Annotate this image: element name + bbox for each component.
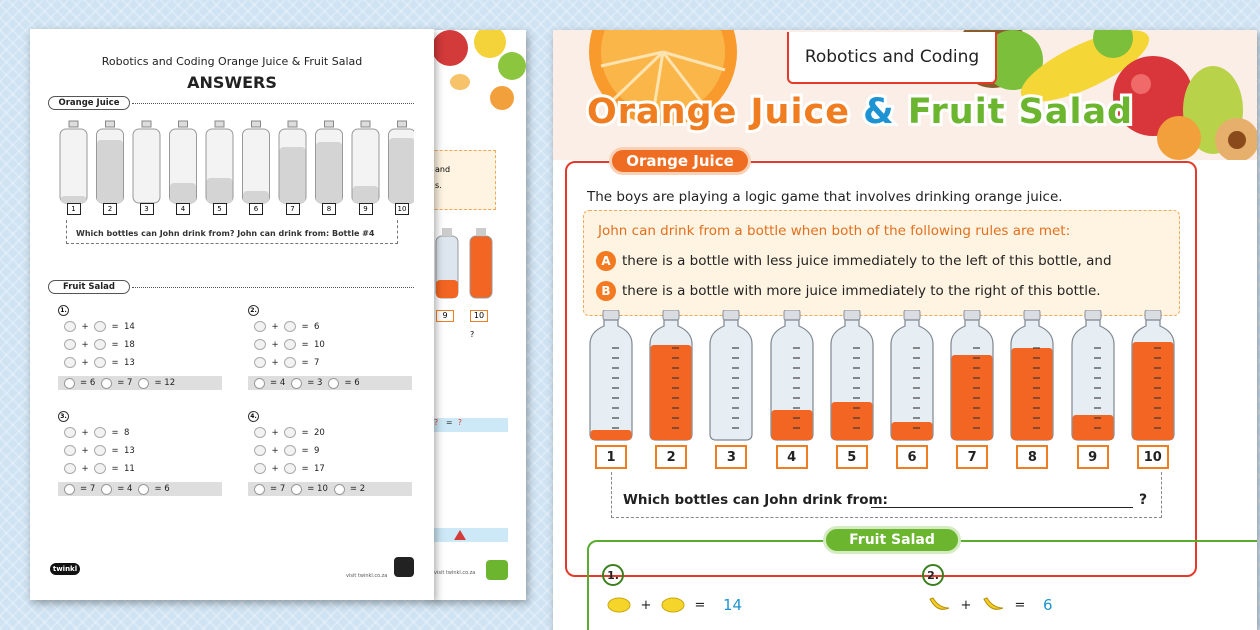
twinkl-logo: twinkl	[50, 563, 80, 575]
fruit-icon	[64, 378, 75, 389]
worksheet-title	[587, 92, 1133, 132]
answer-question-text: Which bottles can John drink from? John can drink from: Bottle #4	[76, 229, 375, 238]
rule-b	[596, 281, 1101, 301]
fruit-icon	[94, 357, 106, 368]
bottle-row	[586, 310, 1186, 470]
bottle-7-number: 7	[956, 445, 988, 469]
fruit-icon	[138, 484, 149, 495]
answer-bottle-label-5: 5	[213, 203, 227, 215]
fruit-icon	[64, 484, 75, 495]
answer-bottle-label-3: 3	[140, 203, 154, 215]
rule-a-badge: A	[596, 251, 616, 271]
bottle-8-graphic	[1007, 310, 1057, 442]
bottle-4-graphic	[767, 310, 817, 442]
answer-bottle-8	[316, 121, 343, 203]
intro-text: The boys are playing a logic game that involves drinking orange juice.	[587, 189, 1063, 205]
juice-level	[892, 422, 933, 440]
fruit-icon	[334, 484, 345, 495]
answer-puzzle-1-row: + = 18	[64, 339, 135, 350]
fruit-icon	[94, 445, 106, 456]
answer-sheet	[30, 29, 434, 600]
rules-box	[583, 210, 1180, 316]
fruit-salad-label: Fruit Salad	[48, 280, 130, 294]
answer-puzzle-4-row: + = 9	[254, 445, 319, 456]
bottle-10-graphic	[1128, 310, 1178, 442]
answer-bottle-4	[170, 121, 197, 203]
bottle-10-number: 10	[1137, 445, 1169, 469]
answer-puzzle-1-answers: = 6 = 7 = 12	[58, 376, 222, 390]
lemon-icon	[607, 596, 631, 614]
answer-puzzle-1-row: + = 14	[64, 321, 135, 332]
fruit-icon	[94, 321, 106, 332]
fruit-icon	[291, 484, 302, 495]
orange-juice-section-label: Orange Juice	[609, 147, 751, 175]
orange-juice-label: Orange Juice	[48, 96, 130, 110]
fruit-icon	[254, 445, 266, 456]
answer-sheet-title: ANSWERS	[187, 73, 277, 92]
bottle-2	[646, 310, 696, 470]
answer-bar-fragment	[430, 418, 508, 432]
fruit-icon	[254, 339, 266, 350]
juice-level	[771, 410, 812, 440]
question-mark: ?	[1139, 492, 1148, 508]
bottle-3	[706, 310, 756, 470]
fruit-icon	[64, 427, 76, 438]
fruit-icon	[101, 378, 112, 389]
lemon-icon	[661, 596, 685, 614]
puzzle-2-value: 6	[1043, 596, 1053, 614]
bottle-5-graphic	[827, 310, 877, 442]
banana-icon	[927, 596, 951, 614]
bottle-5-number: 5	[836, 445, 868, 469]
bottle-2-graphic	[646, 310, 696, 442]
answer-puzzle-4-answers: = 7 = 10 = 2	[248, 482, 412, 496]
answer-puzzle-2-row: + = 6	[254, 321, 319, 332]
rules-box-fragment	[430, 150, 496, 210]
puzzle-2-number: 2.	[922, 564, 944, 586]
fruit-icon	[284, 445, 296, 456]
answer-puzzle-3-row: + = 11	[64, 463, 135, 474]
fragment-equals: =	[445, 418, 453, 427]
fruit-icon	[291, 378, 302, 389]
bottle-6	[887, 310, 937, 470]
fruit-icon	[254, 484, 265, 495]
fruit-icon	[284, 339, 296, 350]
answer-bottle-label-4: 4	[176, 203, 190, 215]
rule-b-text: there is a bottle with more juice immediately to the right of this bottle.	[622, 283, 1101, 299]
topic-label: Robotics and Coding	[787, 32, 997, 84]
bottle-6-number: 6	[896, 445, 928, 469]
bottle-4-number: 4	[776, 445, 808, 469]
answer-bottle-label-9: 9	[359, 203, 373, 215]
answer-puzzle-1-row: + = 13	[64, 357, 135, 368]
fruit-icon	[284, 463, 296, 474]
fruit-decoration	[430, 30, 526, 120]
bottle-1-graphic	[586, 310, 636, 442]
answer-puzzle-2-number: 2.	[248, 305, 259, 316]
section-divider	[132, 103, 414, 104]
answer-puzzle-3-answers: = 7 = 4 = 6	[58, 482, 222, 496]
answer-puzzle-1-number: 1.	[58, 305, 69, 316]
fruit-icon	[94, 463, 106, 474]
plus-sign: +	[640, 597, 652, 613]
fruit-icon	[254, 463, 266, 474]
question-mark-fragment: ?	[470, 330, 475, 339]
juice-level	[1132, 342, 1173, 440]
fruit-salad-section-label: Fruit Salad	[823, 526, 961, 554]
fragment-text-and: and	[435, 165, 451, 174]
answer-footer-url: visit twinkl.co.za	[346, 573, 388, 579]
fruit-icon	[94, 427, 106, 438]
juice-level	[651, 345, 692, 440]
bottle-7-graphic	[947, 310, 997, 442]
answer-bottle-label-6: 6	[249, 203, 263, 215]
answer-bottle-6	[243, 121, 270, 203]
title-ampersand: &	[863, 92, 895, 132]
answer-bottle-label-10: 10	[395, 203, 409, 215]
middle-worksheet-page	[430, 30, 526, 600]
bottle-10-label-fragment: 10	[470, 310, 488, 322]
answer-bottle-1	[60, 121, 87, 203]
bottle-5	[827, 310, 877, 470]
answer-bottle-7	[279, 121, 306, 203]
bottle-4	[767, 310, 817, 470]
fruit-icon	[254, 357, 266, 368]
answer-bottle-10	[389, 121, 415, 203]
watermelon-icon	[454, 530, 466, 540]
bottle-7	[947, 310, 997, 470]
juice-level	[1072, 415, 1113, 440]
bottle-6-graphic	[887, 310, 937, 442]
fragment-text-s: s.	[435, 181, 442, 190]
rules-heading: John can drink from a bottle when both of the following rules are met:	[598, 223, 1071, 239]
fruit-icon	[254, 427, 266, 438]
bottle-8-number: 8	[1016, 445, 1048, 469]
fruit-icon	[284, 427, 296, 438]
fruit-icon	[64, 357, 76, 368]
fruit-icon	[64, 445, 76, 456]
fruit-icon	[64, 339, 76, 350]
fruit-icon	[64, 321, 76, 332]
answer-puzzle-3-row: + = 8	[64, 427, 129, 438]
juice-level	[1012, 348, 1053, 440]
fragment-question-mark: ?	[434, 418, 439, 427]
answer-bottle-label-1: 1	[67, 203, 81, 215]
bottle-8	[1007, 310, 1057, 470]
answer-bar-fragment-2	[430, 528, 508, 542]
rule-a-text: there is a bottle with less juice immediately to the left of this bottle, and	[622, 253, 1112, 269]
fruit-icon	[254, 321, 266, 332]
fruit-icon	[101, 484, 112, 495]
fruit-icon	[254, 378, 265, 389]
fruit-icon	[284, 357, 296, 368]
answer-bottle-2	[97, 121, 124, 203]
answer-puzzle-4-number: 4.	[248, 411, 259, 422]
bottle-9-graphic	[1068, 310, 1118, 442]
puzzle-1-number: 1.	[602, 564, 624, 586]
plus-sign: +	[960, 597, 972, 613]
puzzle-2-row-1	[927, 596, 1053, 614]
banana-icon	[981, 596, 1005, 614]
footer-url: visit twinkl.co.za	[434, 570, 476, 576]
title-fruit-salad: Fruit Salad	[907, 92, 1134, 132]
fruit-icon	[94, 339, 106, 350]
answer-bottle-label-2: 2	[103, 203, 117, 215]
juice-level	[831, 402, 872, 440]
fruit-icon	[64, 463, 76, 474]
twinkl-badge-icon	[486, 560, 508, 580]
answer-bottle-5	[206, 121, 233, 203]
fruit-icon	[328, 378, 339, 389]
answer-bottle-label-8: 8	[322, 203, 336, 215]
bottles-fragment	[432, 222, 502, 312]
answer-puzzle-4-row: + = 17	[254, 463, 325, 474]
bottle-9-label-fragment: 9	[436, 310, 454, 322]
answer-line[interactable]	[871, 507, 1133, 508]
juice-level	[591, 430, 632, 440]
answer-puzzle-3-row: + = 13	[64, 445, 135, 456]
twinkl-badge-icon	[394, 557, 414, 577]
puzzle-1-row-1	[607, 596, 742, 614]
fruit-icon	[284, 321, 296, 332]
answer-bottle-3	[133, 121, 160, 203]
answer-puzzle-2-row: + = 7	[254, 357, 319, 368]
answer-bottle-label-7: 7	[286, 203, 300, 215]
bottle-9	[1068, 310, 1118, 470]
answer-bottle-9	[352, 121, 379, 203]
bottle-9-number: 9	[1077, 445, 1109, 469]
rule-a	[596, 251, 1112, 271]
answer-puzzle-3-number: 3.	[58, 411, 69, 422]
bottle-3-graphic	[706, 310, 756, 442]
bottle-1	[586, 310, 636, 470]
answer-sheet-header: Robotics and Coding Orange Juice & Fruit Salad	[101, 55, 363, 68]
bottle-1-number: 1	[595, 445, 627, 469]
bottle-3-number: 3	[715, 445, 747, 469]
question-text: Which bottles can John drink from:	[623, 492, 888, 508]
answer-puzzle-4-row: + = 20	[254, 427, 325, 438]
puzzle-1-value: 14	[723, 596, 743, 614]
fragment-question-mark-2: ?	[457, 418, 462, 427]
equals-sign: =	[694, 597, 706, 613]
answer-puzzle-2-answers: = 4 = 3 = 6	[248, 376, 412, 390]
main-worksheet	[553, 30, 1257, 630]
answer-puzzle-2-row: + = 10	[254, 339, 325, 350]
fruit-icon	[138, 378, 149, 389]
bottle-10	[1128, 310, 1178, 470]
juice-level	[952, 355, 993, 440]
equals-sign: =	[1014, 597, 1026, 613]
section-divider-2	[132, 287, 414, 288]
title-orange-juice: Orange Juice	[587, 92, 850, 132]
rule-b-badge: B	[596, 281, 616, 301]
bottle-2-number: 2	[655, 445, 687, 469]
